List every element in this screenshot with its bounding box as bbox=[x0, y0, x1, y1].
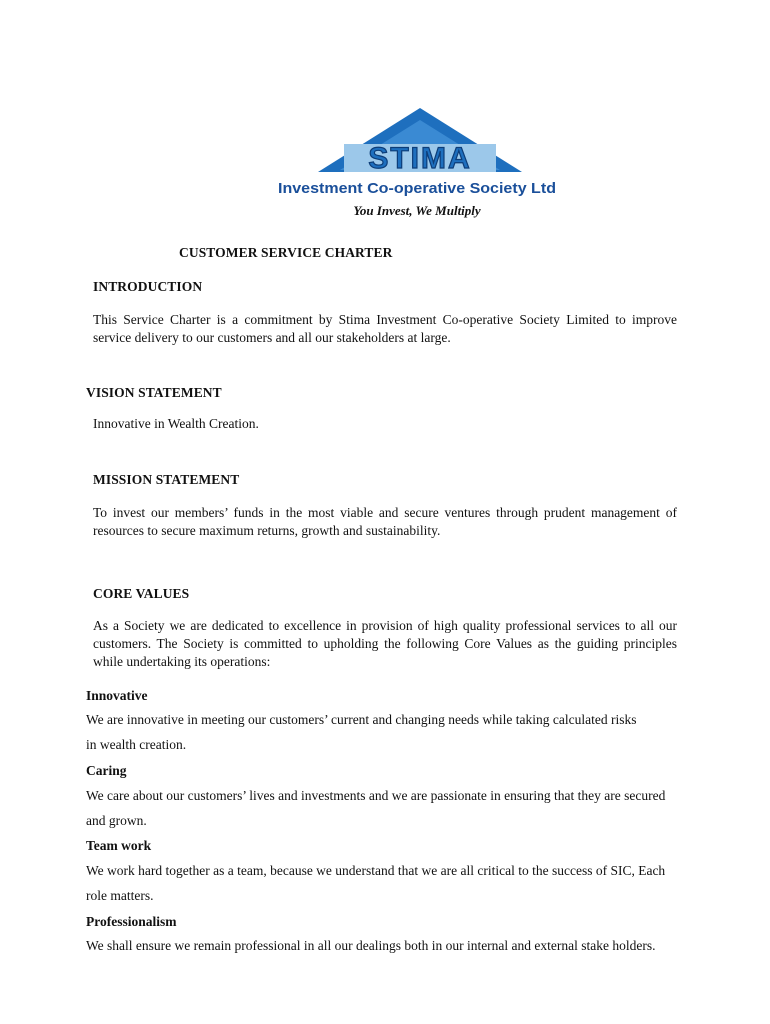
logo-brand: STIMA bbox=[368, 142, 472, 175]
value-text-professionalism: We shall ensure we remain professional in all our dealings both in our internal and external stake holders. bbox=[86, 938, 656, 953]
introduction-text: This Service Charter is a commitment by Stima Investment Co-operative Society Limited to improve service delivery to our customers and all our stakeholders at large. bbox=[93, 312, 677, 345]
document-title: CUSTOMER SERVICE CHARTER bbox=[179, 245, 393, 260]
value-title-caring: Caring bbox=[86, 763, 127, 778]
value-text-innovative: We are innovative in meeting our customers’ current and changing needs while taking calculated risks in wealth creation. bbox=[86, 712, 637, 752]
mission-heading: MISSION STATEMENT bbox=[93, 472, 240, 487]
value-text-team-work: We work hard together as a team, because we understand that we are all critical to the success of SIC, Each role matters. bbox=[86, 863, 666, 903]
core-values-text: As a Society we are dedicated to excellence in provision of high quality professional services to all our customers. The Society is committed to upholding the following Core Values as the guiding principles while undertaking its operations: bbox=[93, 618, 677, 669]
mission-text: To invest our members’ funds in the most viable and secure ventures through prudent management of resources to secure maximum returns, growth and sustainability. bbox=[93, 505, 677, 538]
value-title-professionalism: Professionalism bbox=[86, 914, 177, 929]
stima-logo bbox=[270, 100, 570, 225]
value-title-team-work: Team work bbox=[86, 838, 152, 853]
value-text-caring: We care about our customers’ lives and investments and we are passionate in ensuring that they are secured and grown. bbox=[86, 788, 666, 828]
logo-subtitle: Investment Co-operative Society Ltd bbox=[278, 180, 556, 197]
vision-text: Innovative in Wealth Creation. bbox=[93, 416, 259, 431]
value-title-innovative: Innovative bbox=[86, 688, 148, 703]
core-values-heading: CORE VALUES bbox=[93, 586, 190, 601]
vision-heading: VISION STATEMENT bbox=[86, 385, 222, 400]
logo-tagline: You Invest, We Multiply bbox=[353, 203, 481, 218]
introduction-heading: INTRODUCTION bbox=[93, 279, 203, 294]
